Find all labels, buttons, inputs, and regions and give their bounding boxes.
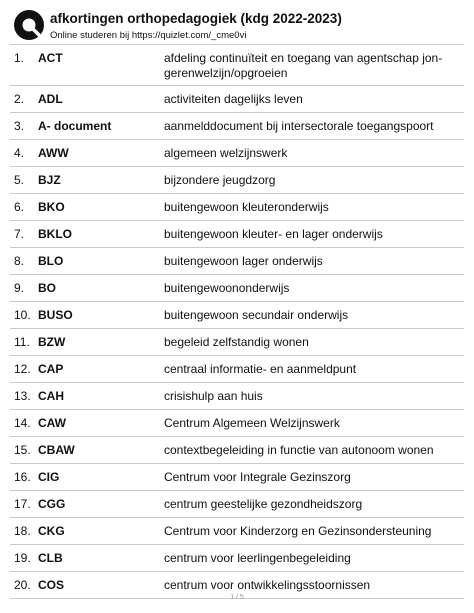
term-abbreviation: ADL — [38, 92, 63, 106]
term-definition: buitengewoon lager onderwijs — [164, 254, 323, 268]
term-abbreviation: BO — [38, 281, 56, 295]
term-definition: crisishulp aan huis — [164, 389, 263, 403]
term-number: 10. — [14, 308, 31, 322]
term-row — [10, 436, 464, 463]
page-header — [14, 10, 464, 44]
document-title: afkortingen orthopedagogiek (kdg 2022-2023) — [50, 11, 342, 26]
term-row — [10, 247, 464, 274]
term-row — [10, 112, 464, 139]
term-number: 15. — [14, 443, 31, 457]
term-abbreviation: CAH — [38, 389, 64, 403]
term-abbreviation: AWW — [38, 146, 69, 160]
term-abbreviation: CLB — [38, 551, 63, 565]
term-number: 5. — [14, 173, 25, 187]
term-abbreviation: BUSO — [38, 308, 73, 322]
term-row — [10, 328, 464, 355]
term-abbreviation: CKG — [38, 524, 65, 538]
term-number: 16. — [14, 470, 31, 484]
term-row — [10, 544, 464, 571]
term-row — [10, 490, 464, 517]
term-row — [10, 85, 464, 112]
term-definition: Centrum voor Integrale Gezinszorg — [164, 470, 351, 484]
page-number: 1 / 5 — [230, 594, 244, 601]
term-abbreviation: BKLO — [38, 227, 72, 241]
term-number: 4. — [14, 146, 25, 160]
term-row — [10, 355, 464, 382]
term-number: 2. — [14, 92, 25, 106]
quizlet-logo-icon — [14, 10, 44, 40]
term-definition: algemeen welzijnswerk — [164, 146, 288, 160]
term-abbreviation: CGG — [38, 497, 66, 511]
term-number: 1. — [14, 51, 25, 65]
term-abbreviation: A- document — [38, 119, 112, 133]
term-abbreviation: BKO — [38, 200, 65, 214]
term-row — [10, 44, 464, 85]
term-abbreviation: CAP — [38, 362, 64, 376]
term-abbreviation: CBAW — [38, 443, 75, 457]
term-row — [10, 517, 464, 544]
term-abbreviation: BJZ — [38, 173, 61, 187]
term-definition: centrum voor ontwikkelingsstoornissen — [164, 578, 371, 592]
term-number: 8. — [14, 254, 25, 268]
term-row — [10, 274, 464, 301]
term-number: 3. — [14, 119, 25, 133]
term-definition: bijzondere jeugdzorg — [164, 173, 276, 187]
term-number: 17. — [14, 497, 31, 511]
term-definition: centraal informatie- en aanmeldpunt — [164, 362, 357, 376]
term-definition: buitengewoon kleuteronderwijs — [164, 200, 329, 214]
term-number: 13. — [14, 389, 31, 403]
term-definition: aanmelddocument bij intersectorale toegangspoort — [164, 119, 434, 133]
term-definition: centrum geestelijke gezondheidszorg — [164, 497, 363, 511]
term-number: 14. — [14, 416, 31, 430]
term-abbreviation: COS — [38, 578, 65, 592]
term-number: 11. — [14, 335, 30, 349]
term-number: 19. — [14, 551, 31, 565]
term-definition: Centrum voor Kinderzorg en Gezinsondersteuning — [164, 524, 432, 538]
term-definition: buitengewoon secundair onderwijs — [164, 308, 349, 322]
term-abbreviation: CAW — [38, 416, 66, 430]
term-definition: begeleid zelfstandig wonen — [164, 335, 309, 349]
term-definition: afdeling continuïteit en toegang van agentschap jon- gerenwelzijn/opgroeien — [164, 51, 443, 80]
term-row — [10, 139, 464, 166]
term-row — [10, 301, 464, 328]
term-definition: Centrum Algemeen Welzijnswerk — [164, 416, 340, 430]
term-definition: contextbegeleiding in functie van autonoom wonen — [164, 443, 434, 457]
term-row — [10, 463, 464, 490]
term-row — [10, 409, 464, 436]
term-number: 7. — [14, 227, 25, 241]
term-row — [10, 382, 464, 409]
term-row — [10, 220, 464, 247]
term-abbreviation: BZW — [38, 335, 66, 349]
term-definition: buitengewoononderwijs — [164, 281, 290, 295]
term-abbreviation: CIG — [38, 470, 60, 484]
term-number: 12. — [14, 362, 31, 376]
term-abbreviation: ACT — [38, 51, 63, 65]
term-definition: buitengewoon kleuter- en lager onderwijs — [164, 227, 383, 241]
document-subtitle: Online studeren bij https://quizlet.com/_cme0vi — [50, 30, 247, 41]
term-definition: centrum voor leerlingenbegeleiding — [164, 551, 351, 565]
term-number: 20. — [14, 578, 31, 592]
term-number: 9. — [14, 281, 25, 295]
term-number: 18. — [14, 524, 31, 538]
term-row — [10, 166, 464, 193]
terms-list — [10, 44, 464, 599]
term-number: 6. — [14, 200, 25, 214]
term-definition: activiteiten dagelijks leven — [164, 92, 303, 106]
term-row — [10, 193, 464, 220]
term-abbreviation: BLO — [38, 254, 64, 268]
